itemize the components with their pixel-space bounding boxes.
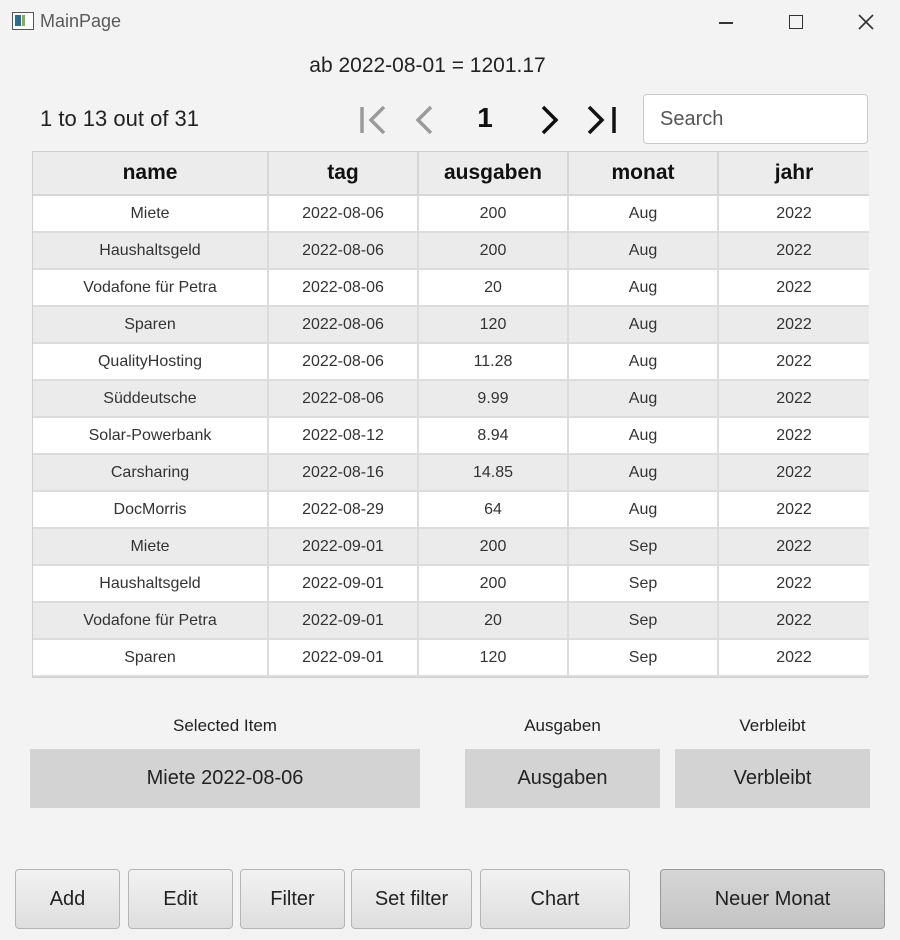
close-icon [857,13,875,31]
cell-monat: Aug [569,196,719,233]
cell-monat: Aug [569,455,719,492]
cell-ausgaben: 9.99 [419,381,569,418]
cell-ausgaben: 20 [419,603,569,640]
window-title: MainPage [40,11,122,31]
chevron-left-icon [406,103,440,137]
minimize-button[interactable] [696,0,756,44]
ausgaben-display: Ausgaben [465,749,660,808]
cell-name: Carsharing [33,455,269,492]
verbleibt-label: Verbleibt [739,716,806,735]
cell-name: DocMorris [33,492,269,529]
table-row[interactable] [33,455,867,492]
table-row[interactable] [33,307,867,344]
first-page-icon [356,103,390,137]
cell-ausgaben: 200 [419,233,569,270]
maximize-icon [789,15,803,29]
selected-item-label: Selected Item [173,716,277,735]
cell-tag: 2022-08-06 [269,196,419,233]
close-button[interactable] [836,0,896,44]
cell-jahr: 2022 [719,381,869,418]
cell-monat: Aug [569,270,719,307]
edit-button[interactable]: Edit [128,869,233,929]
cell-name: QualityHosting [33,344,269,381]
cell-tag: 2022-08-06 [269,233,419,270]
selected-item-display: Miete 2022-08-06 [30,749,420,808]
table-row[interactable] [33,270,867,307]
cell-name: Vodafone für Petra [33,603,269,640]
cell-monat: Aug [569,381,719,418]
cell-ausgaben: 200 [419,566,569,603]
maximize-button[interactable] [766,0,826,44]
table-row[interactable] [33,196,867,233]
cell-ausgaben: 8.94 [419,418,569,455]
cell-jahr: 2022 [719,640,869,677]
cell-monat: Sep [569,529,719,566]
cell-tag: 2022-08-06 [269,344,419,381]
cell-jahr: 2022 [719,344,869,381]
last-page-icon [582,103,622,137]
cell-ausgaben: 200 [419,196,569,233]
cell-name: Solar-Powerbank [33,418,269,455]
table-row[interactable] [33,529,867,566]
column-header-name[interactable]: name [33,152,269,196]
table-row[interactable] [33,381,867,418]
cell-monat: Sep [569,640,719,677]
cell-name: Süddeutsche [33,381,269,418]
last-page-button[interactable] [582,100,622,140]
cell-jahr: 2022 [719,566,869,603]
cell-tag: 2022-08-06 [269,307,419,344]
cell-jahr: 2022 [719,270,869,307]
cell-monat: Aug [569,344,719,381]
cell-tag: 2022-08-06 [269,381,419,418]
cell-name: Miete [33,529,269,566]
cell-name: Miete [33,196,269,233]
cell-ausgaben: 64 [419,492,569,529]
new-month-button[interactable]: Neuer Monat [660,869,885,929]
search-input[interactable] [643,94,868,144]
table-row[interactable] [33,492,867,529]
cell-jahr: 2022 [719,603,869,640]
cell-jahr: 2022 [719,529,869,566]
cell-tag: 2022-09-01 [269,603,419,640]
cell-name: Vodafone für Petra [33,270,269,307]
cell-ausgaben: 120 [419,640,569,677]
column-header-tag[interactable]: tag [269,152,419,196]
first-page-button[interactable] [353,100,393,140]
ausgaben-label: Ausgaben [524,716,601,735]
cell-name: Sparen [33,307,269,344]
cell-tag: 2022-09-01 [269,566,419,603]
cell-jahr: 2022 [719,233,869,270]
table-row[interactable] [33,640,867,677]
cell-tag: 2022-09-01 [269,640,419,677]
cell-ausgaben: 200 [419,529,569,566]
cell-monat: Sep [569,566,719,603]
cell-monat: Aug [569,233,719,270]
expenses-table [32,151,868,678]
chevron-right-icon [532,103,566,137]
set-filter-button[interactable]: Set filter [351,869,472,929]
previous-page-button[interactable] [403,100,443,140]
cell-tag: 2022-09-01 [269,529,419,566]
column-header-ausgaben[interactable]: ausgaben [419,152,569,196]
title-bar [0,0,900,44]
cell-ausgaben: 14.85 [419,455,569,492]
filter-button[interactable]: Filter [240,869,345,929]
cell-tag: 2022-08-12 [269,418,419,455]
cell-jahr: 2022 [719,418,869,455]
current-page-number: 1 [477,102,493,133]
table-row[interactable] [33,418,867,455]
table-row[interactable] [33,233,867,270]
app-icon [12,12,34,30]
cell-jahr: 2022 [719,307,869,344]
cell-ausgaben: 11.28 [419,344,569,381]
cell-tag: 2022-08-16 [269,455,419,492]
next-page-button[interactable] [529,100,569,140]
cell-tag: 2022-08-29 [269,492,419,529]
cell-monat: Aug [569,418,719,455]
table-header-row [33,152,867,196]
cell-monat: Sep [569,603,719,640]
cell-tag: 2022-08-06 [269,270,419,307]
table-row[interactable] [33,344,867,381]
cell-name: Haushaltsgeld [33,233,269,270]
cell-jahr: 2022 [719,196,869,233]
cell-name: Haushaltsgeld [33,566,269,603]
column-header-jahr[interactable]: jahr [719,152,869,196]
cell-ausgaben: 20 [419,270,569,307]
table-row[interactable] [33,566,867,603]
cell-ausgaben: 120 [419,307,569,344]
cell-jahr: 2022 [719,455,869,492]
page-info: 1 to 13 out of 31 [40,106,200,131]
cell-name: Sparen [33,640,269,677]
cell-monat: Aug [569,307,719,344]
verbleibt-display: Verbleibt [675,749,870,808]
add-button[interactable]: Add [15,869,120,929]
column-header-monat[interactable]: monat [569,152,719,196]
table-row[interactable] [33,603,867,640]
minimize-icon [719,22,733,24]
chart-button[interactable]: Chart [480,869,630,929]
cell-monat: Aug [569,492,719,529]
cell-jahr: 2022 [719,492,869,529]
summary-text: ab 2022-08-01 = 1201.17 [309,54,546,77]
